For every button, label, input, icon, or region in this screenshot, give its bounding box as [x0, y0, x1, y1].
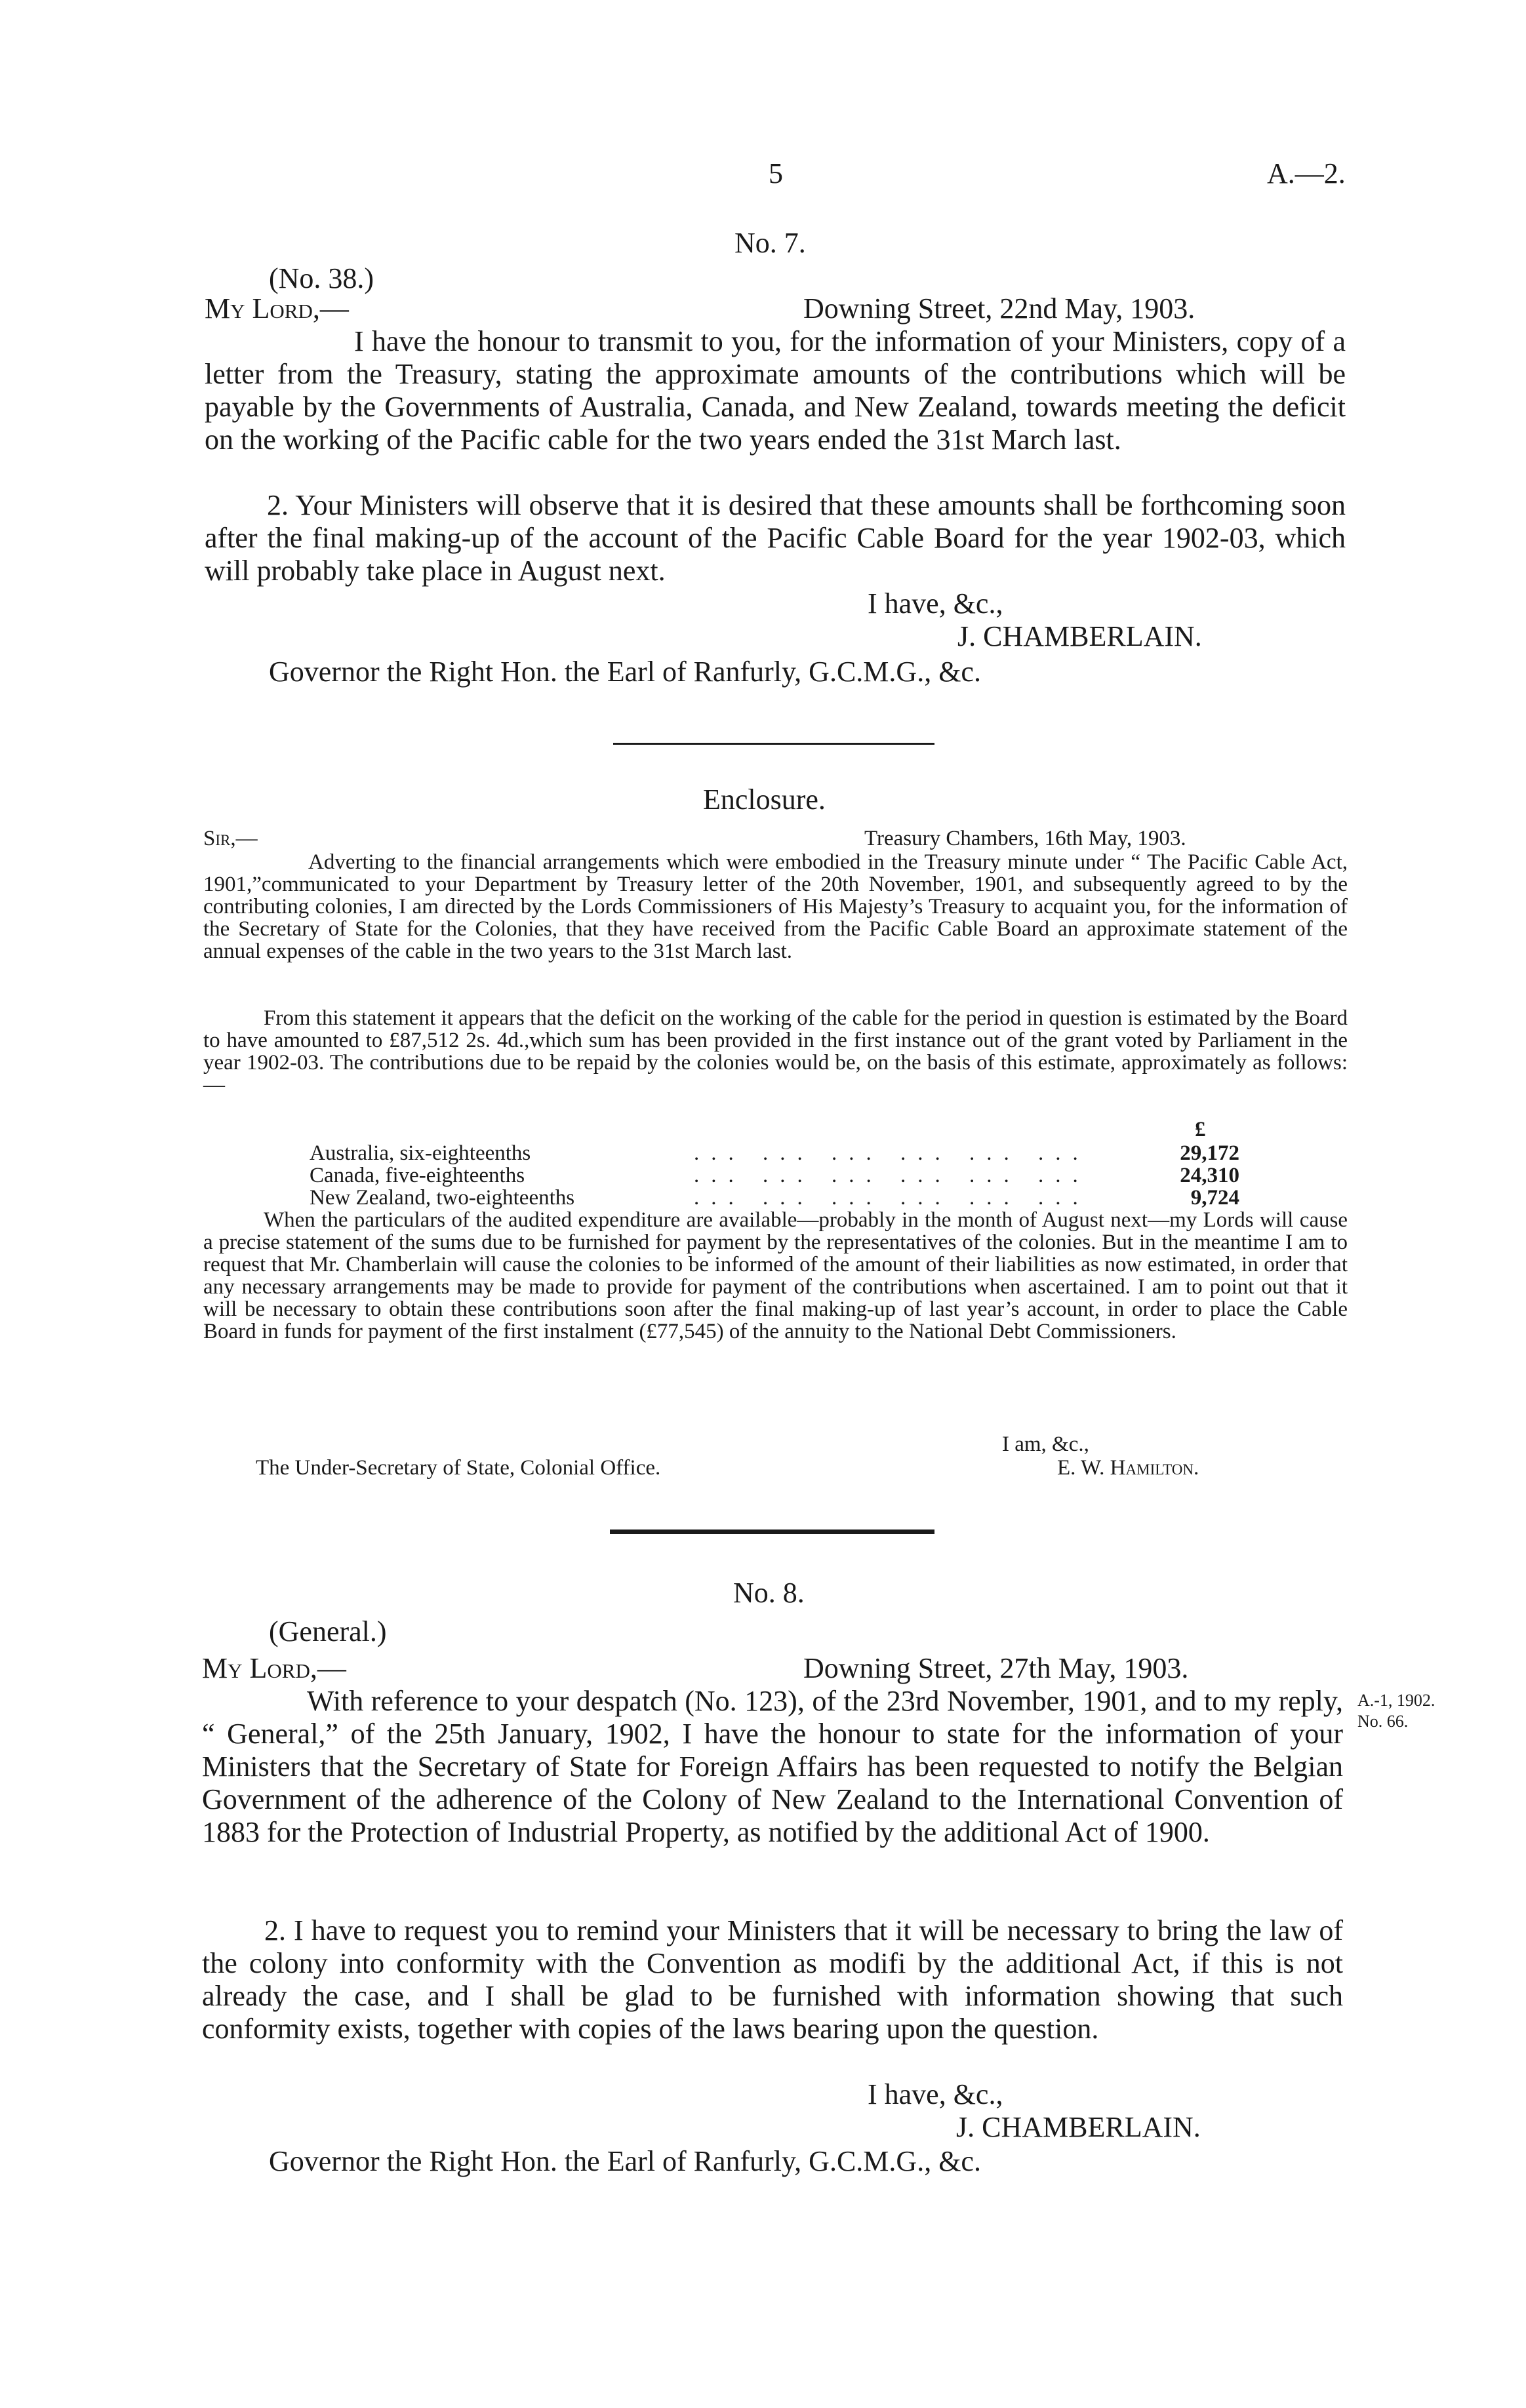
currency-symbol: £: [1195, 1118, 1206, 1141]
section-divider-heavy: [610, 1530, 934, 1534]
letter-7-salutation: My Lord,—: [205, 292, 349, 325]
row-value: 24,310: [1180, 1164, 1239, 1187]
enclosure-signature: E. W. Hamilton.: [1057, 1456, 1199, 1480]
letter-7-signature: J. CHAMBERLAIN.: [957, 620, 1202, 652]
margin-note-reference: A.-1, 1902.: [1357, 1691, 1436, 1710]
section-divider: [613, 743, 934, 745]
enclosure-paragraph-3: When the particulars of the audited expenditure are available—probably in the month of August next—my Lords will cause a precise statement of the sums due to be furnished for payment by the representatives of the colonies. But in the meantime I am to request that Mr. Chamberlain will cause the colonies to be informed of the amount of their liabilities as now estimated, in order that any necessary arrangements may be made to provide for payment of the contributions when ascertained. I am to point out that it will be necessary to obtain these contributions soon after the final making-up of last year’s account, in order to place the Cable Board in funds for payment of the first instalment (£77,545) of the annuity to the National Debt Commissioners.: [203, 1208, 1348, 1343]
row-value: 9,724: [1190, 1186, 1239, 1210]
document-reference: A.—2.: [1267, 157, 1346, 189]
letter-8-closing: I have, &c.,: [868, 2078, 1003, 2110]
letter-8-addressee: Governor the Right Hon. the Earl of Ranfurly, G.C.M.G., &c.: [269, 2145, 981, 2177]
row-label: New Zealand, two-eighteenths: [310, 1186, 575, 1210]
row-leader: ... ... ... ... ... ...: [694, 1186, 1090, 1210]
margin-note-number: No. 66.: [1357, 1712, 1409, 1731]
page-number: 5: [769, 157, 783, 189]
letter-7-place-date: Downing Street, 22nd May, 1903.: [803, 292, 1195, 325]
enclosure-heading: Enclosure.: [703, 783, 826, 816]
letter-7-paragraph-1: I have the honour to transmit to you, for the information of your Ministers, copy of a letter from the Treasury, stating the approximate amounts of the contributions which will be payable by the Governments of Australia, Canada, and New Zealand, towards meeting the deficit on the working of the Pacific cable for the two years ended the 31st March last.: [205, 325, 1346, 456]
enclosure-paragraph-2: From this statement it appears that the deficit on the working of the cable for the period in question is estimated by the Board to have amounted to £87,512 2s. 4d.,which sum has been provided in the first instance out of the grant voted by Parliament in the year 1902-03. The contributions due to be repaid by the colonies would be, on the basis of this estimate, approximately as follows:—: [203, 1006, 1348, 1097]
enclosure-addressee: The Under-Secretary of State, Colonial Office.: [256, 1456, 661, 1480]
row-label: Australia, six-eighteenths: [310, 1141, 531, 1165]
letter-8-heading: No. 8.: [733, 1577, 805, 1609]
letter-8-place-date: Downing Street, 27th May, 1903.: [803, 1652, 1189, 1684]
letter-7-reference: (No. 38.): [269, 262, 374, 294]
enclosure-place-date: Treasury Chambers, 16th May, 1903.: [864, 827, 1186, 850]
letter-8-paragraph-2: 2. I have to request you to remind your Ministers that it will be necessary to bring the law of the colony into conformity with the Convention as modifi by the additional Act, if this is not already the case, and I shall be glad to be furnished with information showing that such conformity exists, together with copies of the laws bearing upon the question.: [202, 1914, 1343, 2045]
row-leader: ... ... ... ... ... ...: [694, 1164, 1090, 1187]
enclosure-salutation: Sir,—: [203, 827, 258, 850]
letter-7-closing: I have, &c.,: [868, 587, 1003, 620]
letter-7-heading: No. 7.: [734, 227, 806, 259]
letter-8-reference: (General.): [269, 1615, 387, 1648]
letter-8-paragraph-1: With reference to your despatch (No. 123), of the 23rd November, 1901, and to my reply, “ General,” of the 25th January, 1902, I have the honour to state for the information of your Ministers that the Secretary of State for Foreign Affairs has been requested to notify the Belgian Government of the adherence of the Colony of New Zealand to the International Convention of 1883 for the Protection of Industrial Property, as notified by the additional Act of 1900.: [202, 1685, 1343, 1848]
letter-7-paragraph-2: 2. Your Ministers will observe that it is desired that these amounts shall be forthcoming soon after the final making-up of the account of the Pacific Cable Board for the year 1902-03, which will probably take place in August next.: [205, 489, 1346, 587]
row-leader: ... ... ... ... ... ...: [694, 1141, 1090, 1165]
letter-8-signature: J. CHAMBERLAIN.: [956, 2111, 1201, 2143]
letter-8-salutation: My Lord,—: [202, 1652, 346, 1684]
row-value: 29,172: [1180, 1141, 1239, 1165]
enclosure-paragraph-1: Adverting to the financial arrangements which were embodied in the Treasury minute under “ The Pacific Cable Act, 1901,”communicated to your Department by Treasury letter of the 20th November, 1901, and subsequently agreed to by the contributing colonies, I am directed by the Lords Commissioners of His Majesty’s Treasury to acquaint you, for the information of the Secretary of State for the Colonies, that they have received from the Pacific Cable Board an approximate statement of the annual expenses of the cable in the two years to the 31st March last.: [203, 850, 1348, 963]
enclosure-closing: I am, &c.,: [1002, 1432, 1089, 1456]
letter-7-addressee: Governor the Right Hon. the Earl of Ranfurly, G.C.M.G., &c.: [269, 656, 981, 688]
row-label: Canada, five-eighteenths: [310, 1164, 525, 1187]
